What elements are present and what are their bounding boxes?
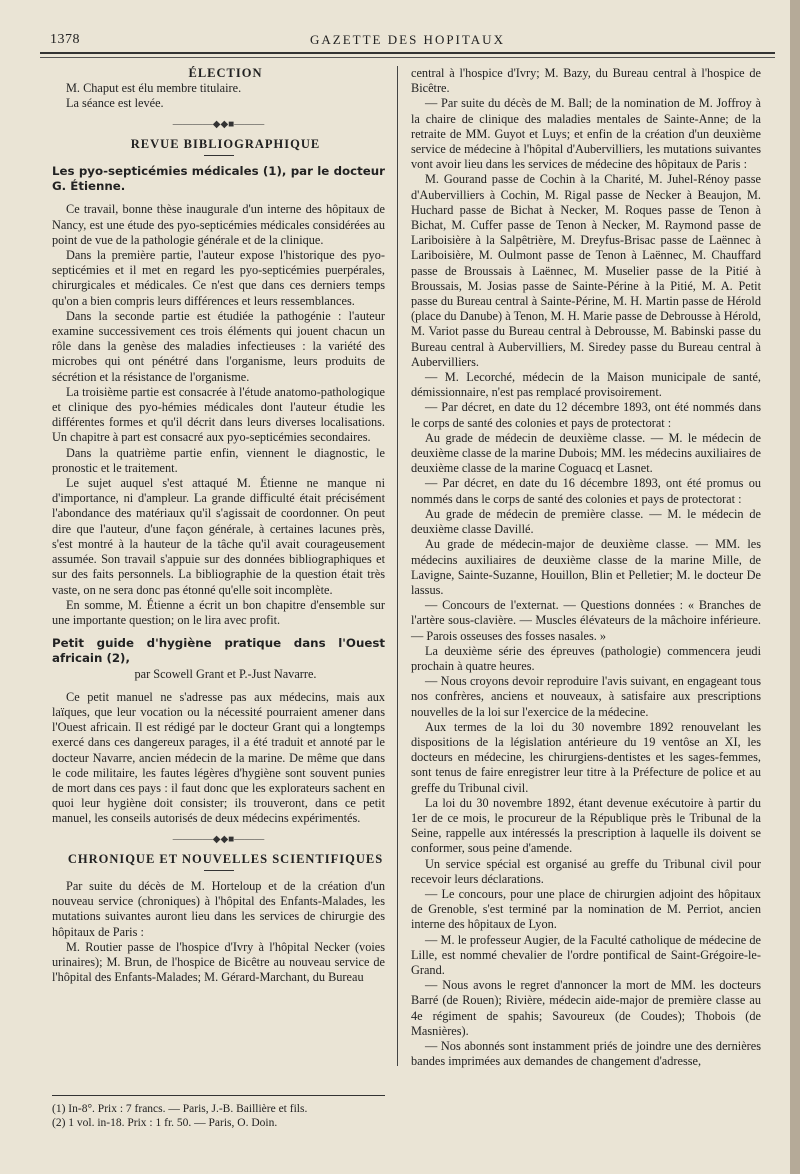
book1-paragraph: La troisième partie est consacrée à l'étude anatomo-pathologique et clinique des pyo-hémies médicales dont l'auteur étudie les différentes formes et qu'il décrit dans leurs diverses localisations. Un chapitre à part est consacré aux pyo-septicémies secondaires. — [52, 384, 385, 445]
column-divider — [397, 66, 398, 1066]
news-paragraph: Au grade de médecin-major de deuxième classe. — MM. les médecins auxiliaires de deuxième classe de la marine Mille, de Lavigne, Sainte-Suzanne, Houillon, Blin et Pelletier; M. le docteur De lassus. — [411, 537, 761, 597]
chronique-intro: Par suite du décès de M. Horteloup et de la création d'un nouveau service (chroniques) à l'hôpital des Enfants-Malades, les mutations suivantes auront lieu dans les services de chirurgie des hôpitaux de Paris : — [52, 878, 385, 939]
news-paragraph: Aux termes de la loi du 30 novembre 1892 renouvelant les dispositions de la législation antérieure du 19 ventôse an XI, les docteurs en médecine, les chirurgiens-dentistes et les sages-femmes, sont tenus de faire enregistrer leur titre à la Préfecture de police et au greffe du Tribunal civil. — [411, 719, 761, 795]
page-number: 1378 — [50, 32, 80, 47]
news-paragraph: M. Gourand passe de Cochin à la Charité, M. Juhel-Rénoy passe d'Aubervilliers à Cochin, M. Rigal passe de Necker à Beaujon, M. Huchard passe de Bichat à Necker, M. Roques passe de Tenon à Bichat, M. Cuffer passe de Tenon à Necker, M. Raymond passe de Lariboisière à la Salpêtrière, M. Dreyfus-Brisac passe de Laënnec à Lariboisière, M. Oulmont passe de Tenon à Laënnec, M. Chauffard passe de Broussais à Laënnec, M. Muselier passe de la Pitié à Broussais, M. Josias passe de Sainte-Périne à la Pitié, M. A. Petit passe du Bureau central à Sainte-Périne, M. H. Martin passe de Hérold (place du Danube) à Tenon, M. H. Marie passe de Debrousse à Hérold, M. Variot passe du Bureau central à Debrousse, M. Babinski passe du Bureau central à Aubervilliers, M. Siredey passe du Bureau central à Aubervilliers. — [411, 172, 761, 369]
news-paragraph: — M. Lecorché, médecin de la Maison municipale de santé, démissionnaire, n'est pas remplacé provisoirement. — [411, 370, 761, 400]
news-paragraph: — Concours de l'externat. — Questions données : « Branches de l'artère sous-clavière. — Muscles élévateurs de la mâchoire inférieure. — Parois osseuses des fosses nasales. » — [411, 598, 761, 643]
section-separator-2: ————◆◆■——— — [172, 833, 265, 845]
news-paragraph: — Le concours, pour une place de chirurgien adjoint des hôpitaux de Grenoble, s'est terminé par la nomination de M. Perriot, ancien interne des hôpitaux de Lyon. — [411, 886, 761, 932]
book1-paragraph: En somme, M. Étienne a écrit un bon chapitre d'ensemble sur une importante question; on le lira avec profit. — [52, 597, 385, 627]
news-paragraph: — Nous croyons devoir reproduire l'avis suivant, en engageant tous nos confrères, anciens et nouveaux, à satisfaire aux prescriptions nouvelles de la loi sur l'exercice de la médecine. — [411, 674, 761, 719]
short-rule-2 — [204, 870, 234, 871]
news-paragraph: — Nous avons le regret d'annoncer la mort de MM. les docteurs Barré (de Rouen); Rivière, médecin aide-major de première classe au 4e régiment de spahis; Savoureux (de Coudes); Thobois (de Masnières). — [411, 978, 761, 1038]
header-rule — [40, 52, 775, 54]
book1-paragraph: Dans la seconde partie est étudiée la pathogénie : l'auteur examine successivement ces trois éléments qui jouent chacun un rôle dans la genèse des maladies infectieuses : la variété des microbes qui ont pénétré dans l'organisme, leurs produits de sécrétion et la résistance de l'organisme. — [52, 308, 385, 384]
news-paragraph: — M. le professeur Augier, de la Faculté catholique de médecine de Lille, est nommé chevalier de l'ordre pontifical de Saint-Grégoire-le-Grand. — [411, 932, 761, 977]
footnote-1: (1) In-8°. Prix : 7 francs. — Paris, J.-B. Baillière et fils. — [52, 1103, 308, 1115]
footnotes — [52, 1095, 385, 1130]
news-paragraph: — Par suite du décès de M. Ball; de la nomination de M. Joffroy à la chaire de clinique des maladies mentales de Sainte-Anne; de la retraite de MM. Guyot et Luys; et enfin de la création d'un deuxième service de médecine à l'hôpital d'Aubervilliers, les mutations suivantes vont avoir lieu dans les services de médecine des hôpitaux de Paris : — [411, 96, 761, 172]
footnote-rule — [52, 1095, 385, 1096]
news-paragraph: — Par décret, en date du 12 décembre 1893, ont été nommés dans le corps de santé des colonies et pays de protectorat : — [411, 400, 761, 430]
news-paragraph: Un service spécial est organisé au greffe du Tribunal civil pour recevoir leurs déclarations. — [411, 856, 761, 886]
chronique-mutations: M. Routier passe de l'hospice d'Ivry à l'hôpital Necker (voies urinaires); M. Brun, de l'hospice de Bicêtre au nouveau service de l'hôpital des Enfants-Malades; M. Gérard-Marchant, du Bureau — [52, 939, 385, 985]
left-column — [52, 66, 385, 985]
election-heading: ÉLECTION — [188, 66, 263, 80]
right-column — [411, 66, 761, 1069]
page-header — [40, 28, 775, 50]
news-paragraph: La deuxième série des épreuves (pathologie) commencera jeudi prochain à quatre heures. — [411, 643, 761, 673]
election-text: M. Chaput est élu membre titulaire. — [66, 81, 242, 96]
journal-title: GAZETTE DES HOPITAUX — [310, 32, 505, 47]
footnote-2: (2) 1 vol. in-18. Prix : 1 fr. 50. — Paris, O. Doin. — [52, 1117, 278, 1129]
news-paragraph: — Par décret, en date du 16 décembre 1893, ont été promus ou nommés dans le corps de santé des colonies et pays de protectorat : — [411, 476, 761, 506]
news-paragraph: Au grade de médecin de première classe. — M. le médecin de deuxième classe Davillé. — [411, 506, 761, 537]
election-closing: La séance est levée. — [66, 96, 164, 111]
chronique-heading: CHRONIQUE ET NOUVELLES SCIENTIFIQUES — [67, 851, 384, 866]
book1-review — [52, 202, 385, 628]
book2-title: Petit guide d'hygiène pratique dans l'Ouest africain (2), — [52, 636, 385, 666]
header-rule-thin — [40, 57, 775, 58]
page-edge — [790, 0, 800, 1174]
section-separator: ————◆◆■——— — [172, 118, 265, 130]
news-paragraph: Au grade de médecin de deuxième classe. — M. le médecin de deuxième classe de la marine Dubois; MM. les médecins auxiliaires de deuxième classe de la marine Coguacq et Lasnet. — [411, 430, 761, 476]
book1-title: Les pyo-septicémies médicales (1), par le docteur G. Étienne. — [52, 164, 385, 194]
book2-authors: par Scowell Grant et P.-Just Navarre. — [134, 666, 317, 681]
news-paragraph: La loi du 30 novembre 1892, étant devenue exécutoire à partir du 1er de ce mois, le procureur de la République près le Tribunal de la Seine, rappelle aux intéressés la prescription à laquelle ils doivent se conformer, sous peine d'amende. — [411, 795, 761, 856]
news-paragraph: central à l'hospice d'Ivry; M. Bazy, du Bureau central à l'hospice de Bicêtre. — [411, 66, 761, 96]
revue-heading: REVUE BIBLIOGRAPHIQUE — [130, 136, 321, 151]
book1-paragraph: Le sujet auquel s'est attaqué M. Étienne ne manque ni d'importance, ni d'ampleur. La grande difficulté était précisément l'abondance des matériaux qu'il s'agissait de coordonner. On peut dire que l'auteur, d'une façon générale, à certaines lacunes près, s'est montré à la hauteur de la tâche qu'il avait courageusement assumée. Son travail s'appuie sur des données bibliographiques et sur des faits personnels. La bibliographie de la question était très vaste, on ne sera donc pas étonné qu'elle soit incomplète. — [52, 476, 385, 597]
book1-paragraph: Dans la quatrième partie enfin, viennent le diagnostic, le pronostic et le traitement. — [52, 445, 385, 475]
book1-paragraph: Dans la première partie, l'auteur expose l'historique des pyo-septicémies et il met en regard les pyo-septicémies puerpérales, chirurgicales et médicales. Ce n'est que dans ces derniers temps qu'on a bien compris leurs différences et leurs ressemblances. — [52, 248, 385, 308]
short-rule — [204, 155, 234, 156]
news-paragraph: — Nos abonnés sont instamment priés de joindre une des dernières bandes imprimées aux demandes de changement d'adresse, — [411, 1039, 761, 1069]
book1-paragraph: Ce travail, bonne thèse inaugurale d'un interne des hôpitaux de Nancy, est une étude des pyo-septicémies médicales considérées au point de vue de la pathologie générale et de la clinique. — [52, 202, 385, 247]
book2-review: Ce petit manuel ne s'adresse pas aux médecins, mais aux laïques, que leur vocation ou la nécessité pourraient amener dans l'Ouest africain. Il est rédigé par le docteur Grant qui a longtemps exercé dans ces dangereux parages, il a été traduit et annoté par le docteur Navarre, ancien médecin de la marine. De même que dans le code militaire, les fautes légères d'hygiène sont souvent punies de mort dans ces pays : il faut donc que les explorateurs sachent en quoi leur hygiène doit consister; ils trouveront, dans ce petit manuel, les conseils autorisés de deux médecins expérimentés. — [52, 689, 385, 826]
